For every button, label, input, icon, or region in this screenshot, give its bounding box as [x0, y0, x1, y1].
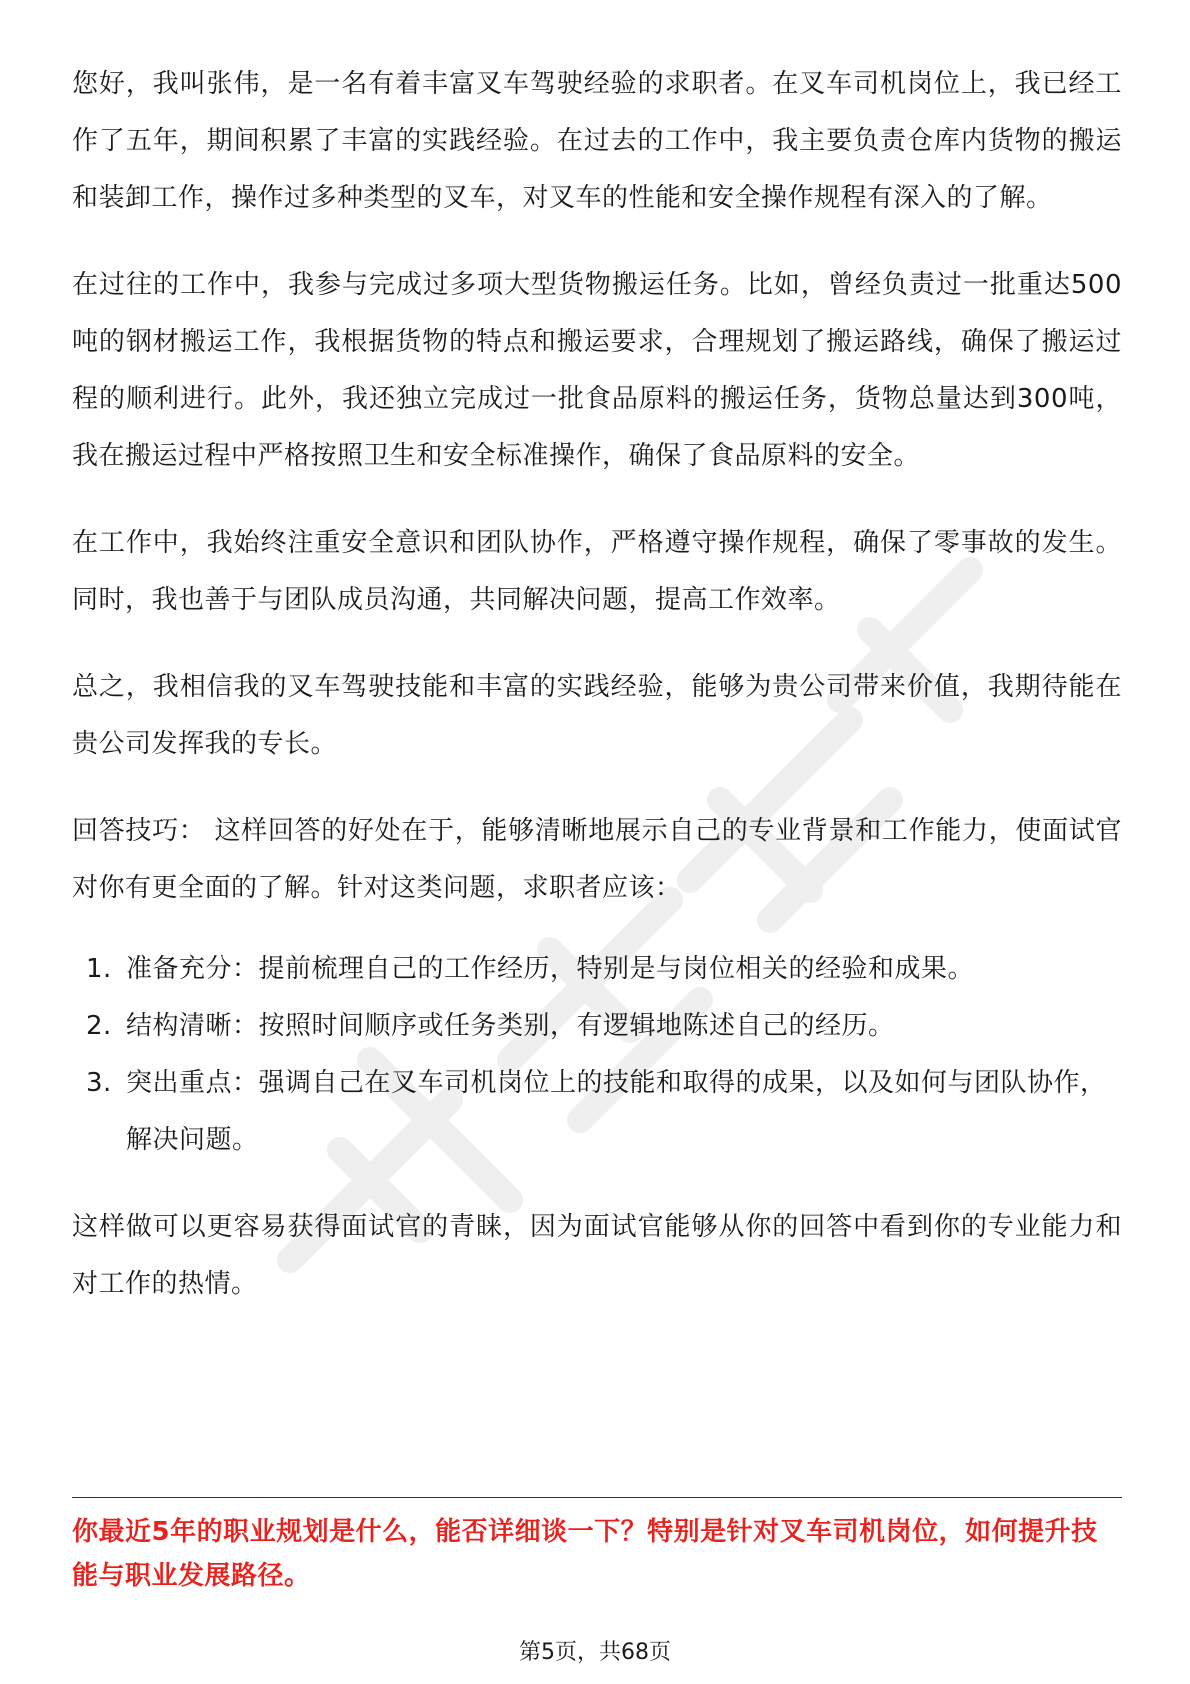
list-item-text: 准备充分：提前梳理自己的工作经历，特别是与岗位相关的经验和成果。 — [126, 954, 975, 984]
list-item-number: 2. — [86, 1011, 112, 1041]
list-item-number: 1. — [86, 954, 112, 984]
document-body — [72, 56, 1122, 1313]
next-question-heading: 你最近5年的职业规划是什么，能否详细谈一下？特别是针对叉车司机岗位，如何提升技能与职业发展路径。 — [72, 1517, 1098, 1591]
paragraph-closing: 这样做可以更容易获得面试官的青睐，因为面试官能够从你的回答中看到你的专业能力和对工作的热情。 — [72, 1212, 1122, 1299]
tips-list — [72, 941, 1122, 1169]
paragraph-intro: 您好，我叫张伟，是一名有着丰富叉车驾驶经验的求职者。在叉车司机岗位上，我已经工作了五年，期间积累了丰富的实践经验。在过去的工作中，我主要负责仓库内货物的搬运和装卸工作，操作过多种类型的叉车，对叉车的性能和安全操作规程有深入的了解。 — [72, 69, 1122, 213]
list-item-number: 3. — [86, 1068, 112, 1098]
page-indicator: 第5页，共68页 — [519, 1640, 671, 1665]
list-item-text: 结构清晰：按照时间顺序或任务类别，有逻辑地陈述自己的经历。 — [126, 1011, 895, 1041]
paragraph-tips-intro: 回答技巧： 这样回答的好处在于，能够清晰地展示自己的专业背景和工作能力，使面试官对你有更全面的了解。针对这类问题，求职者应该： — [72, 816, 1122, 903]
list-item — [72, 1055, 1122, 1169]
paragraph-experience: 在过往的工作中，我参与完成过多项大型货物搬运任务。比如，曾经负责过一批重达500吨的钢材搬运工作，我根据货物的特点和搬运要求，合理规划了搬运路线，确保了搬运过程的顺利进行。此外，我还独立完成过一批食品原料的搬运任务，货物总量达到300吨，我在搬运过程中严格按照卫生和安全标准操作，确保了食品原料的安全。 — [72, 270, 1122, 471]
paragraph-summary: 总之，我相信我的叉车驾驶技能和丰富的实践经验，能够为贵公司带来价值，我期待能在贵公司发挥我的专长。 — [72, 672, 1122, 759]
list-item — [72, 941, 1122, 998]
list-item-text: 突出重点：强调自己在叉车司机岗位上的技能和取得的成果，以及如何与团队协作，解决问题。 — [126, 1068, 1107, 1155]
list-item — [72, 998, 1122, 1055]
section-divider — [72, 1497, 1122, 1498]
paragraph-teamwork: 在工作中，我始终注重安全意识和团队协作，严格遵守操作规程，确保了零事故的发生。同时，我也善于与团队成员沟通，共同解决问题，提高工作效率。 — [72, 528, 1122, 615]
